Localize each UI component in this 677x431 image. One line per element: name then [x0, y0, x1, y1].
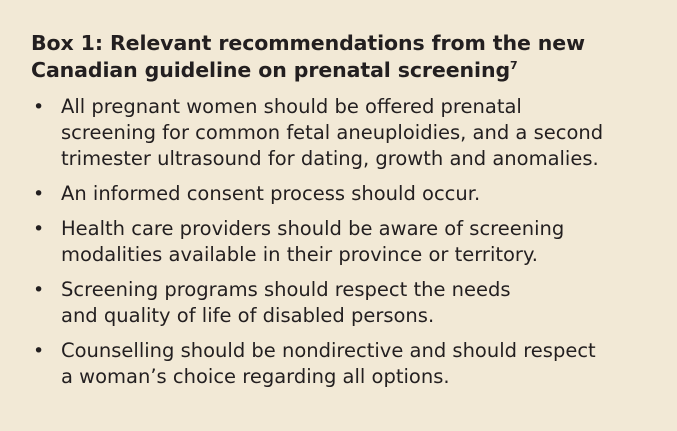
list-item-line: a woman’s choice regarding all options. — [61, 365, 450, 388]
list-item-line: modalities available in their province or territory. — [61, 243, 538, 266]
list-item-line: All pregnant women should be offered prenatal — [61, 95, 522, 118]
list-item-line: screening for common fetal aneuploidies, and a second — [61, 121, 604, 144]
box-title-line-1: Box 1: Relevant recommendations from the new — [31, 31, 585, 55]
list-item — [31, 181, 653, 207]
list-item-line: and quality of life of disabled persons. — [61, 304, 435, 327]
reference-superscript: 7 — [510, 59, 518, 73]
bullet-icon: • — [33, 96, 45, 118]
list-item-line: An informed consent process should occur. — [61, 182, 481, 205]
list-item-line: Screening programs should respect the needs — [61, 278, 511, 301]
list-item-line: trimester ultrasound for dating, growth and anomalies. — [61, 147, 599, 170]
box-title — [31, 30, 653, 84]
list-item — [31, 338, 653, 390]
list-item-line: Counselling should be nondirective and should respect — [61, 339, 596, 362]
list-item — [31, 216, 653, 268]
bullet-icon: • — [33, 183, 45, 205]
box-title-line-2 — [31, 57, 653, 84]
bullet-icon: • — [33, 218, 45, 240]
bullet-icon: • — [33, 279, 45, 301]
recommendation-list — [31, 94, 653, 390]
list-item — [31, 94, 653, 172]
box-title-line-2-text: Canadian guideline on prenatal screening — [31, 58, 511, 82]
list-item — [31, 277, 653, 329]
bullet-icon: • — [33, 340, 45, 362]
list-item-line: Health care providers should be aware of screening — [61, 217, 565, 240]
